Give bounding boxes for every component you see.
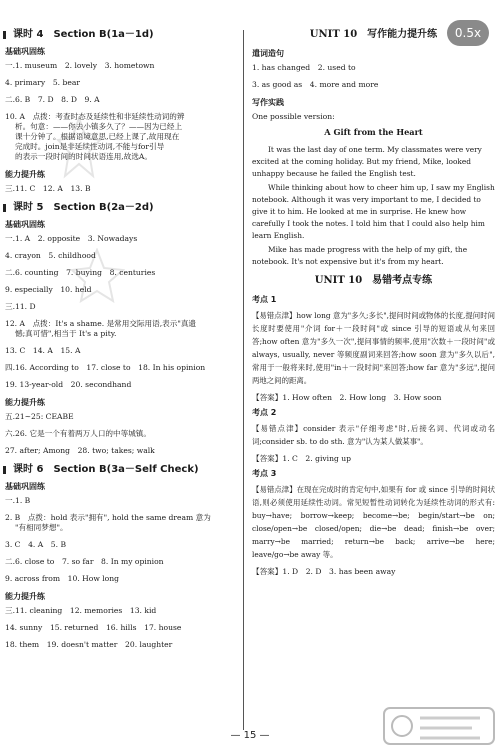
section-label: 基础巩固练 <box>5 482 45 491</box>
section-label: 能力提升练 <box>5 592 45 601</box>
section-label: 写作实践 <box>252 98 284 107</box>
essay-intro: One possible version: <box>252 112 335 121</box>
answer-line: 【答案】1. How often 2. How long 3. How soon <box>252 393 442 402</box>
answer-line: 三.11. C 12. A 13. B <box>5 184 91 193</box>
answer-line: 一.1. B <box>5 496 31 505</box>
lesson4-title: 课时 4 Section B(1a－1d) <box>13 28 235 42</box>
section-label: 基础巩固练 <box>5 220 45 229</box>
note-line: 12. A 点拨：It's a shame. 是常用交际用语,表示"真遗 <box>5 319 197 328</box>
answer-line: 3. as good as 4. more and more <box>252 80 379 89</box>
column-divider <box>243 30 244 730</box>
note-line: 的表示一段时间的时间状语连用,故选A。 <box>15 152 152 161</box>
answer-line: 3. C 4. A 5. B <box>5 540 67 549</box>
lesson6-title: 课时 6 Section B(3a－Self Check) <box>13 463 235 477</box>
kaodian-label: 考点 2 <box>252 408 277 417</box>
answer-line: 三.11. cleaning 12. memories 13. kid <box>5 606 157 615</box>
answer-line: 二.6. close to 7. so far 8. In my opinion <box>5 557 164 566</box>
section-label: 基础巩固练 <box>5 47 45 56</box>
lesson5-title: 课时 5 Section B(2a－2d) <box>13 201 235 215</box>
answer-line: 19. 13-year-old 20. secondhand <box>5 380 132 389</box>
unit-title: UNIT 10 写作能力提升练 <box>309 29 438 40</box>
answer-line: 【答案】1. C 2. giving up <box>252 454 352 463</box>
section-label: 能力提升练 <box>5 398 45 407</box>
section-label: 遣词造句 <box>252 49 284 58</box>
page-number: — 15 — <box>230 730 270 741</box>
answer-line: 27. after; Among 28. two; takes; walk <box>5 446 155 455</box>
answer-line: 二.6. counting 7. buying 8. centuries <box>5 268 156 277</box>
answer-line: 三.11. D <box>5 302 36 311</box>
note-line: 2. B 点拨：hold 表示"拥有", hold the same dream 意为 <box>5 513 211 522</box>
answer-line: 18. them 19. doesn't matter 20. laughter <box>5 640 173 649</box>
unit-title: UNIT 10 易错考点专练 <box>314 275 433 286</box>
watermark-logo-icon <box>380 700 498 750</box>
essay-paragraph: Mike has made progress with the help of my gift, the notebook. It's not expensive but it's from my heart. <box>252 245 468 266</box>
right-column <box>252 26 495 577</box>
answer-line: 六.26. 它是一个有着两万人口的中等城镇。 <box>5 429 151 438</box>
answer-line: 一.1. museum 2. lovely 3. hometown <box>5 61 155 70</box>
answer-line: 五.21~25: CEABE <box>5 412 74 421</box>
note-line: "有相同梦想"。 <box>15 523 68 532</box>
answer-line: 13. C 14. A 15. A <box>5 346 81 355</box>
left-column <box>5 26 235 657</box>
zoom-badge[interactable]: 0.5x <box>447 20 489 46</box>
note-line: 10. A 点拨：考查时态及延续性和非延续性动词的辨 <box>5 112 185 121</box>
answer-line: 二.6. B 7. D 8. D 9. A <box>5 95 100 104</box>
essay-paragraph: It was the last day of one term. My classmates were very excited at the coming holiday. But my friend, Mike, looked unhappy because he failed the English test. <box>252 145 482 178</box>
answer-line: 一.1. A 2. opposite 3. Nowadays <box>5 234 138 243</box>
answer-line: 【答案】1. D 2. D 3. has been away <box>252 567 396 576</box>
essay-title: A Gift from the Heart <box>324 127 423 137</box>
answer-line: 4. crayon 5. childhood <box>5 251 96 260</box>
kaodian-label: 考点 1 <box>252 295 277 304</box>
answer-line: 14. sunny 15. returned 16. hills 17. house <box>5 623 182 632</box>
note-line: 课十分钟了。根据语境意思,已经上课了,故用现在 <box>15 132 180 141</box>
kaodian-explanation: 【易错点津】consider 表示"仔细考虑"时,后接名词、代词或动名词;consider sb. to do sth. 意为"认为某人做某事"。 <box>252 424 495 446</box>
answer-line: 9. across from 10. How long <box>5 574 120 583</box>
answer-line: 1. has changed 2. used to <box>252 63 356 72</box>
kaodian-explanation: 【易错点津】how long 意为"多久;多长",提问时间或物体的长度,提问时间长度时要使用"介词 for＋一段时间"或 since 引导的短语或从句来回答;how often 意为"多久一次",提问事情的频率,使用"次数＋一段时间"或 always, usually, never 等频度副词来回答;how soon 意为"多久以后",常用于一般将来时,使用"in＋一段时间"来回答;how far 意为"多远",提问两地之间的距离。 <box>252 311 495 385</box>
note-line: 析。句意：——你去小镇多久了？——因为已经上 <box>15 122 183 131</box>
answer-line: 9. especially 10. held <box>5 285 92 294</box>
note-line: 完成时。join是非延续性动词,不能与for引导 <box>15 142 165 151</box>
answer-line: 4. primary 5. bear <box>5 78 80 87</box>
section-label: 能力提升练 <box>5 170 45 179</box>
answer-line: 四.16. According to 17. close to 18. In his opinion <box>5 363 206 372</box>
essay-paragraph: While thinking about how to cheer him up, I saw my English notebook. Although it was very important to me, I decided to give it to him. He looked at me in surprise. He knew how carefully I took the notes. I told him that I could also help him learn English. <box>252 183 495 240</box>
kaodian-explanation: 【易错点津】在现在完成时的肯定句中,如果有 for 或 since 引导的时间状语,则必须使用延续性动词。常见短暂性动词转化为延续性动词的形式有: buy→have; borrow→keep; become→be; begin/start→be on; close/open→be closed/open; die→be dead; finish→be over; marry→be married; return→be back; arrive→be here; leave/go→be away 等。 <box>252 485 495 559</box>
kaodian-label: 考点 3 <box>252 469 277 478</box>
note-line: 憾;真可惜",相当于 It's a pity. <box>15 329 117 338</box>
